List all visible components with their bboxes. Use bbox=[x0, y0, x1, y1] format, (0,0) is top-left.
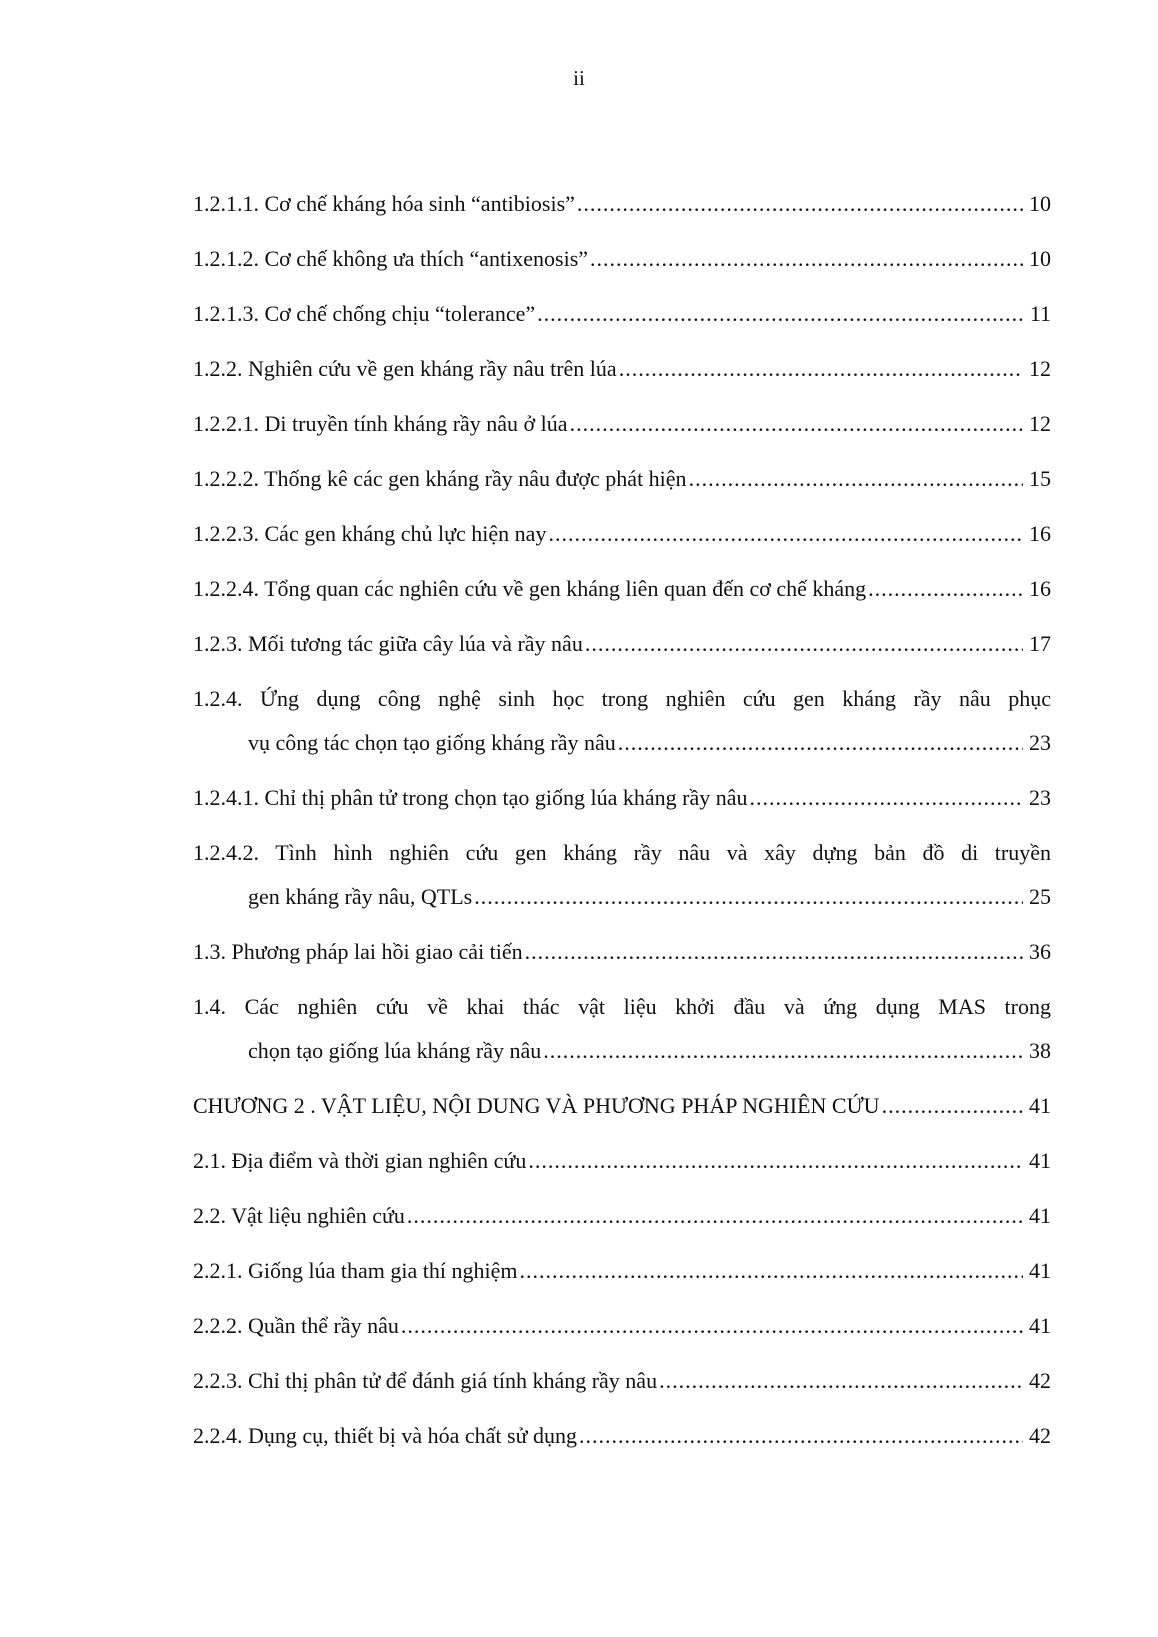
toc-entry-page: 10 bbox=[1029, 191, 1051, 216]
toc-entry bbox=[193, 182, 1051, 226]
toc-entry-title: 2.2.3. Chỉ thị phân tử để đánh giá tính kháng rầy nâu bbox=[193, 1368, 658, 1393]
toc-dot-leader bbox=[548, 512, 1023, 556]
toc-dot-leader bbox=[882, 1084, 1023, 1128]
toc-dot-leader bbox=[689, 457, 1023, 501]
toc-dot-leader bbox=[525, 930, 1023, 974]
toc-entry bbox=[193, 457, 1051, 501]
toc-dot-leader bbox=[474, 875, 1023, 919]
toc-entry-title: 1.2.1.1. Cơ chế kháng hóa sinh “antibiosis” bbox=[193, 191, 575, 216]
toc-entry-title: 2.1. Địa điểm và thời gian nghiên cứu bbox=[193, 1148, 527, 1173]
toc-entry-title: 2.2.4. Dụng cụ, thiết bị và hóa chất sử dụng bbox=[193, 1423, 578, 1448]
toc-entry-title: 1.4. Các nghiên cứu về khai thác vật liệu khởi đầu và ứng dụng MAS trong bbox=[193, 994, 1051, 1019]
toc-entry-page: 16 bbox=[1029, 521, 1051, 546]
toc-entry-title-continued: chọn tạo giống lúa kháng rầy nâu bbox=[248, 1038, 542, 1063]
toc-entry bbox=[193, 677, 1051, 765]
toc-entry-page: 41 bbox=[1029, 1313, 1051, 1338]
toc-entry-title: 1.2.1.2. Cơ chế không ưa thích “antixenosis” bbox=[193, 246, 589, 271]
page-number: ii bbox=[573, 66, 585, 90]
toc-chapter-title: CHƯƠNG 2 . VẬT LIỆU, NỘI DUNG VÀ PHƯƠNG PHÁP NGHIÊN CỨU bbox=[193, 1093, 880, 1118]
toc-entry-title-continued: gen kháng rầy nâu, QTLs bbox=[248, 884, 473, 909]
toc-dot-leader bbox=[577, 182, 1023, 226]
toc-dot-leader bbox=[619, 347, 1023, 391]
toc-entry-page: 23 bbox=[1029, 730, 1051, 755]
toc-line bbox=[193, 622, 1051, 666]
toc-entry bbox=[193, 1139, 1051, 1183]
toc-entry bbox=[193, 512, 1051, 556]
toc-entry bbox=[193, 985, 1051, 1073]
toc-line bbox=[193, 1304, 1051, 1348]
toc-dot-leader bbox=[543, 1029, 1023, 1073]
toc-entry-page: 10 bbox=[1029, 246, 1051, 271]
toc-entry bbox=[193, 567, 1051, 611]
toc-dot-leader bbox=[750, 776, 1023, 820]
toc-entry-page: 12 bbox=[1029, 411, 1051, 436]
toc-entry-page: 15 bbox=[1029, 466, 1051, 491]
toc-line bbox=[193, 182, 1051, 226]
toc-dot-leader bbox=[618, 721, 1023, 765]
toc-dot-leader bbox=[401, 1304, 1023, 1348]
toc-entry-title-continued: vụ công tác chọn tạo giống kháng rầy nâu bbox=[248, 730, 616, 755]
toc-entry-page: 38 bbox=[1029, 1038, 1051, 1063]
toc-entry-page: 12 bbox=[1029, 356, 1051, 381]
toc-entry bbox=[193, 622, 1051, 666]
toc-entry bbox=[193, 402, 1051, 446]
toc-entry bbox=[193, 776, 1051, 820]
toc-line bbox=[193, 347, 1051, 391]
toc-entry bbox=[193, 1359, 1051, 1403]
toc-dot-leader bbox=[570, 402, 1023, 446]
toc-entry-title: 1.2.4.2. Tình hình nghiên cứu gen kháng rầy nâu và xây dựng bản đồ di truyền bbox=[193, 840, 1051, 865]
toc-entry-title: 1.2.1.3. Cơ chế chống chịu “tolerance” bbox=[193, 301, 536, 326]
toc-entry-page: 42 bbox=[1029, 1423, 1051, 1448]
toc-entry-title: 1.2.2.2. Thống kê các gen kháng rầy nâu được phát hiện bbox=[193, 466, 687, 491]
table-of-contents bbox=[193, 182, 1051, 1469]
toc-line bbox=[193, 1414, 1051, 1458]
toc-dot-leader bbox=[585, 622, 1023, 666]
toc-entry-title: 1.2.4.1. Chỉ thị phân tử trong chọn tạo giống lúa kháng rầy nâu bbox=[193, 785, 748, 810]
toc-entry-page: 17 bbox=[1029, 631, 1051, 656]
toc-dot-leader bbox=[528, 1139, 1023, 1183]
toc-line bbox=[193, 776, 1051, 820]
toc-line bbox=[193, 1194, 1051, 1238]
toc-line bbox=[193, 457, 1051, 501]
toc-entry bbox=[193, 1249, 1051, 1293]
toc-entry-page: 41 bbox=[1029, 1258, 1051, 1283]
toc-entry-page: 42 bbox=[1029, 1368, 1051, 1393]
toc-entry bbox=[193, 347, 1051, 391]
toc-entry-title: 2.2.2. Quần thể rầy nâu bbox=[193, 1313, 399, 1338]
toc-line bbox=[193, 1359, 1051, 1403]
toc-dot-leader bbox=[537, 292, 1023, 336]
toc-entry-title: 1.2.4. Ứng dụng công nghệ sinh học trong nghiên cứu gen kháng rầy nâu phục bbox=[193, 686, 1051, 711]
toc-entry bbox=[193, 1304, 1051, 1348]
toc-entry-chapter bbox=[193, 1084, 1051, 1128]
toc-line bbox=[193, 875, 1051, 919]
toc-line bbox=[193, 1029, 1051, 1073]
toc-line bbox=[193, 237, 1051, 281]
toc-entry-page: 11 bbox=[1029, 301, 1051, 326]
toc-entry bbox=[193, 1194, 1051, 1238]
toc-entry-page: 41 bbox=[1029, 1093, 1051, 1118]
toc-line bbox=[193, 292, 1051, 336]
toc-entry-title: 1.2.2.1. Di truyền tính kháng rầy nâu ở lúa bbox=[193, 411, 568, 436]
toc-entry bbox=[193, 292, 1051, 336]
toc-entry-page: 36 bbox=[1029, 939, 1051, 964]
toc-line bbox=[193, 512, 1051, 556]
toc-entry bbox=[193, 1414, 1051, 1458]
toc-entry-title: 1.2.3. Mối tương tác giữa cây lúa và rầy nâu bbox=[193, 631, 583, 656]
toc-dot-leader bbox=[519, 1249, 1023, 1293]
toc-entry-title: 2.2. Vật liệu nghiên cứu bbox=[193, 1203, 405, 1228]
toc-entry-title: 1.2.2. Nghiên cứu về gen kháng rầy nâu trên lúa bbox=[193, 356, 617, 381]
toc-entry-title: 1.2.2.4. Tổng quan các nghiên cứu về gen kháng liên quan đến cơ chế kháng bbox=[193, 576, 867, 601]
toc-entry-title: 1.2.2.3. Các gen kháng chủ lực hiện nay bbox=[193, 521, 547, 546]
toc-line bbox=[193, 721, 1051, 765]
toc-entry-title: 1.3. Phương pháp lai hồi giao cải tiến bbox=[193, 939, 523, 964]
toc-entry bbox=[193, 237, 1051, 281]
toc-entry-page: 41 bbox=[1029, 1148, 1051, 1173]
toc-line bbox=[193, 402, 1051, 446]
toc-entry-page: 23 bbox=[1029, 785, 1051, 810]
toc-entry-page: 16 bbox=[1029, 576, 1051, 601]
toc-entry bbox=[193, 930, 1051, 974]
toc-dot-leader bbox=[659, 1359, 1023, 1403]
toc-entry bbox=[193, 831, 1051, 919]
toc-dot-leader bbox=[579, 1414, 1023, 1458]
toc-line bbox=[193, 930, 1051, 974]
toc-dot-leader bbox=[407, 1194, 1023, 1238]
toc-entry-page: 41 bbox=[1029, 1203, 1051, 1228]
toc-line bbox=[193, 1249, 1051, 1293]
toc-dot-leader bbox=[868, 567, 1023, 611]
toc-dot-leader bbox=[590, 237, 1023, 281]
toc-entry-title: 2.2.1. Giống lúa tham gia thí nghiệm bbox=[193, 1258, 518, 1283]
toc-line bbox=[193, 567, 1051, 611]
toc-entry-page: 25 bbox=[1029, 884, 1051, 909]
toc-line bbox=[193, 1084, 1051, 1128]
toc-line bbox=[193, 1139, 1051, 1183]
